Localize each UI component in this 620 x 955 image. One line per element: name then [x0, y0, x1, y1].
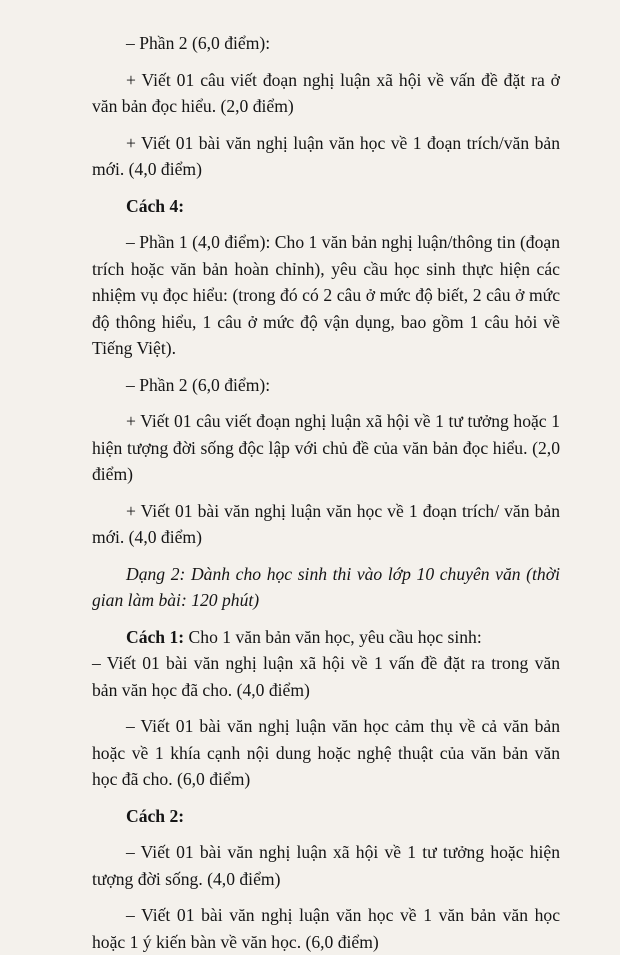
- cach-1-text: Cho 1 văn bản văn học, yêu cầu học sinh:: [184, 626, 482, 647]
- dang-2-heading: Dạng 2: Dành cho học sinh thi vào lớp 10 chuyên văn (thời gian làm bài: 120 phút): [92, 563, 560, 610]
- part1-description: – Phần 1 (4,0 điểm): Cho 1 văn bản nghị luận/thông tin (đoạn trích hoặc văn bản hoàn chỉnh), yêu cầu học sinh thực hiện các nhiệm vụ đọc hiểu: (trong đó có 2 câu ở mức độ biết, 2 câu ở mức độ thông hiểu, 1 câu ở mức độ vận dụng, bao gồm 1 câu hỏi về Tiếng Việt).: [92, 232, 560, 358]
- heading-cach-4: Cách 4:: [126, 195, 185, 216]
- part2-heading-b: – Phần 2 (6,0 điểm):: [126, 374, 271, 395]
- item-literary-essay-a: + Viết 01 bài văn nghị luận văn học về 1 đoạn trích/văn bản mới. (4,0 điểm): [92, 132, 560, 179]
- item-social-essay-b: + Viết 01 câu viết đoạn nghị luận xã hội về 1 tư tưởng hoặc 1 hiện tượng đời sống độc lập với chủ đề của văn bản đọc hiểu. (2,0 điểm): [92, 411, 560, 484]
- part2-heading-a: – Phần 2 (6,0 điểm):: [126, 33, 271, 53]
- heading-cach-2: Cách 2:: [126, 805, 185, 826]
- cach-1-social: – Viết 01 bài văn nghị luận xã hội về 1 vấn đề đặt ra trong văn bản văn học đã cho. (4,0 điểm): [92, 653, 560, 700]
- cach-1-label: Cách 1:: [126, 626, 185, 647]
- cach-2-social: – Viết 01 bài văn nghị luận xã hội về 1 tư tưởng hoặc hiện tượng đời sống. (4,0 điểm): [92, 842, 560, 889]
- item-literary-essay-b: + Viết 01 bài văn nghị luận văn học về 1 đoạn trích/ văn bản mới. (4,0 điểm): [92, 500, 560, 547]
- cach-1-literary: – Viết 01 bài văn nghị luận văn học cảm thụ về cả văn bản hoặc về 1 khía cạnh nội dung hoặc nghệ thuật của văn bản văn học đã cho. (6,0 điểm): [92, 716, 560, 789]
- cach-2-literary: – Viết 01 bài văn nghị luận văn học về 1 văn bản văn học hoặc 1 ý kiến bàn về văn học. (6,0 điểm): [92, 905, 560, 952]
- item-social-essay-a: + Viết 01 câu viết đoạn nghị luận xã hội về vấn đề đặt ra ở văn bản đọc hiểu. (2,0 điểm): [92, 69, 560, 116]
- cach-1-line: [92, 624, 560, 651]
